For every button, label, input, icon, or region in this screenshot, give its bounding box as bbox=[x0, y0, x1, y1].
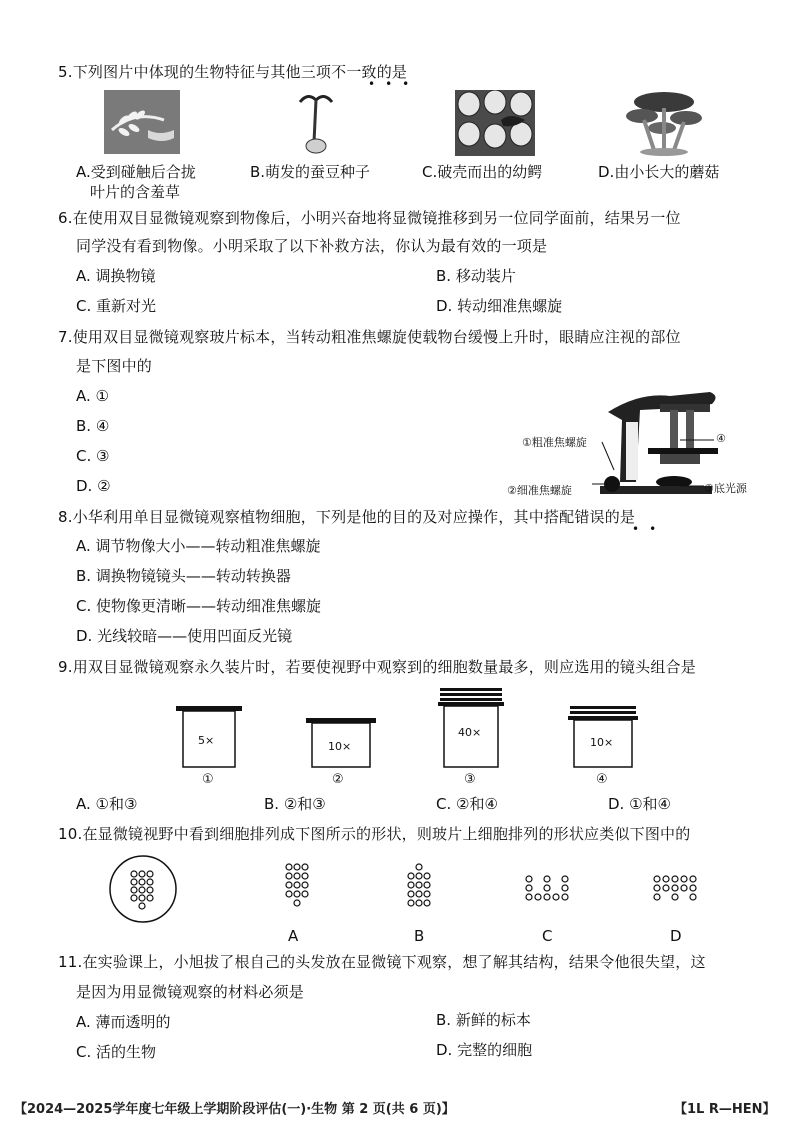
q9-option-b[interactable]: B. ②和③ bbox=[264, 795, 326, 813]
q8-option-c[interactable]: C. 使物像更清晰——转动细准焦螺旋 bbox=[76, 597, 322, 615]
emphasis-dots: ••• bbox=[368, 77, 420, 91]
lens-4 bbox=[568, 706, 638, 768]
q6-stem-line1: 6.在使用双目显微镜观察到物像后，小明兴奋地将显微镜推移到另一位同学面前，结果另一位 bbox=[58, 209, 681, 227]
lens-3-mag: 40× bbox=[458, 726, 482, 739]
q7-option-a[interactable]: A. ① bbox=[76, 387, 109, 405]
emphasis-dots: •• bbox=[632, 522, 667, 536]
q11-stem-line2: 是因为用显微镜观察的材料必须是 bbox=[76, 983, 305, 1001]
label-four: ④ bbox=[716, 432, 726, 445]
q11-option-c[interactable]: C. 活的生物 bbox=[76, 1043, 157, 1061]
q7-option-d[interactable]: D. ② bbox=[76, 477, 111, 495]
q9-option-c[interactable]: C. ②和④ bbox=[436, 795, 498, 813]
q8-option-a[interactable]: A. 调节物像大小——转动粗准焦螺旋 bbox=[76, 537, 321, 555]
q5-stem: 5.下列图片中体现的生物特征与其他三项不一致的是 bbox=[58, 63, 408, 81]
leader-lines bbox=[580, 436, 720, 496]
q9-option-a[interactable]: A. ①和③ bbox=[76, 795, 138, 813]
lens-1-mag: 5× bbox=[198, 734, 215, 747]
lens-1-number: ① bbox=[202, 772, 214, 787]
q8-stem: 8.小华利用单目显微镜观察植物细胞，下列是他的目的及对应操作，其中搭配错误的是 bbox=[58, 508, 636, 526]
lens-2 bbox=[306, 718, 376, 768]
q7-option-b[interactable]: B. ④ bbox=[76, 417, 110, 435]
q9-stem: 9.用双目显微镜观察永久装片时，若要使视野中观察到的细胞数量最多，则应选用的镜头组合是 bbox=[58, 658, 696, 676]
q6-option-b[interactable]: B. 移动装片 bbox=[436, 267, 516, 285]
pattern-a bbox=[284, 862, 310, 914]
q6-option-c[interactable]: C. 重新对光 bbox=[76, 297, 157, 315]
pattern-c bbox=[524, 874, 572, 904]
q10-stem: 10.在显微镜视野中看到细胞排列成下图所示的形状，则玻片上细胞排列的形状应类似下图中的 bbox=[58, 825, 691, 843]
q9-option-d[interactable]: D. ①和④ bbox=[608, 795, 671, 813]
q11-stem-line1: 11.在实验课上，小旭拔了根自己的头发放在显微镜下观察，想了解其结构，结果令他很失望，这 bbox=[58, 953, 706, 971]
lens-4-mag: 10× bbox=[590, 736, 614, 749]
field-of-view bbox=[108, 854, 178, 924]
pattern-d bbox=[652, 874, 700, 904]
label-coarse-focus: ①粗准焦螺旋 bbox=[522, 436, 587, 449]
q7-stem-line2: 是下图中的 bbox=[76, 357, 153, 375]
lens-2-mag: 10× bbox=[328, 740, 352, 753]
q5-option-c[interactable]: C.破壳而出的幼鳄 bbox=[422, 163, 543, 181]
footer-right: 【1L R—HEN】 bbox=[674, 1102, 776, 1117]
q11-option-d[interactable]: D. 完整的细胞 bbox=[436, 1041, 533, 1059]
label-c: C bbox=[542, 927, 553, 945]
q7-option-c[interactable]: C. ③ bbox=[76, 447, 110, 465]
q7-stem-line1: 7.使用双目显微镜观察玻片标本，当转动粗准焦螺旋使载物台缓慢上升时，眼睛应注视的部位 bbox=[58, 328, 681, 346]
q5-option-a-line2: 叶片的含羞草 bbox=[90, 183, 181, 201]
q5-option-d[interactable]: D.由小长大的蘑菇 bbox=[598, 163, 720, 181]
q8-option-d[interactable]: D. 光线较暗——使用凹面反光镜 bbox=[76, 627, 293, 645]
pattern-b bbox=[406, 862, 432, 914]
lens-3 bbox=[438, 688, 504, 768]
label-light-source: ③底光源 bbox=[704, 482, 747, 495]
q5-option-b[interactable]: B.萌发的蚕豆种子 bbox=[250, 163, 371, 181]
sprouting-bean-photo bbox=[296, 90, 336, 156]
lens-1 bbox=[176, 706, 242, 768]
mushroom-photo bbox=[622, 88, 706, 158]
q11-option-a[interactable]: A. 薄而透明的 bbox=[76, 1013, 171, 1031]
lens-3-number: ③ bbox=[464, 772, 476, 787]
q8-option-b[interactable]: B. 调换物镜镜头——转动转换器 bbox=[76, 567, 291, 585]
lens-4-number: ④ bbox=[596, 772, 608, 787]
q5-option-a-line1[interactable]: A.受到碰触后合拢 bbox=[76, 163, 196, 181]
label-a: A bbox=[288, 927, 299, 945]
label-fine-focus: ②细准焦螺旋 bbox=[507, 484, 572, 497]
q6-stem-line2: 同学没有看到物像。小明采取了以下补救方法，你认为最有效的一项是 bbox=[76, 237, 548, 255]
lens-2-number: ② bbox=[332, 772, 344, 787]
q6-option-a[interactable]: A. 调换物镜 bbox=[76, 267, 156, 285]
hatching-crocodile-photo bbox=[455, 90, 535, 156]
q6-option-d[interactable]: D. 转动细准焦螺旋 bbox=[436, 297, 563, 315]
footer-left: 【2024—2025学年度七年级上学期阶段评估(一)·生物 第 2 页(共 6 页)】 bbox=[14, 1102, 455, 1117]
q11-option-b[interactable]: B. 新鲜的标本 bbox=[436, 1011, 531, 1029]
mimosa-leaf-photo bbox=[104, 90, 180, 154]
label-b: B bbox=[414, 927, 425, 945]
label-d: D bbox=[670, 927, 682, 945]
